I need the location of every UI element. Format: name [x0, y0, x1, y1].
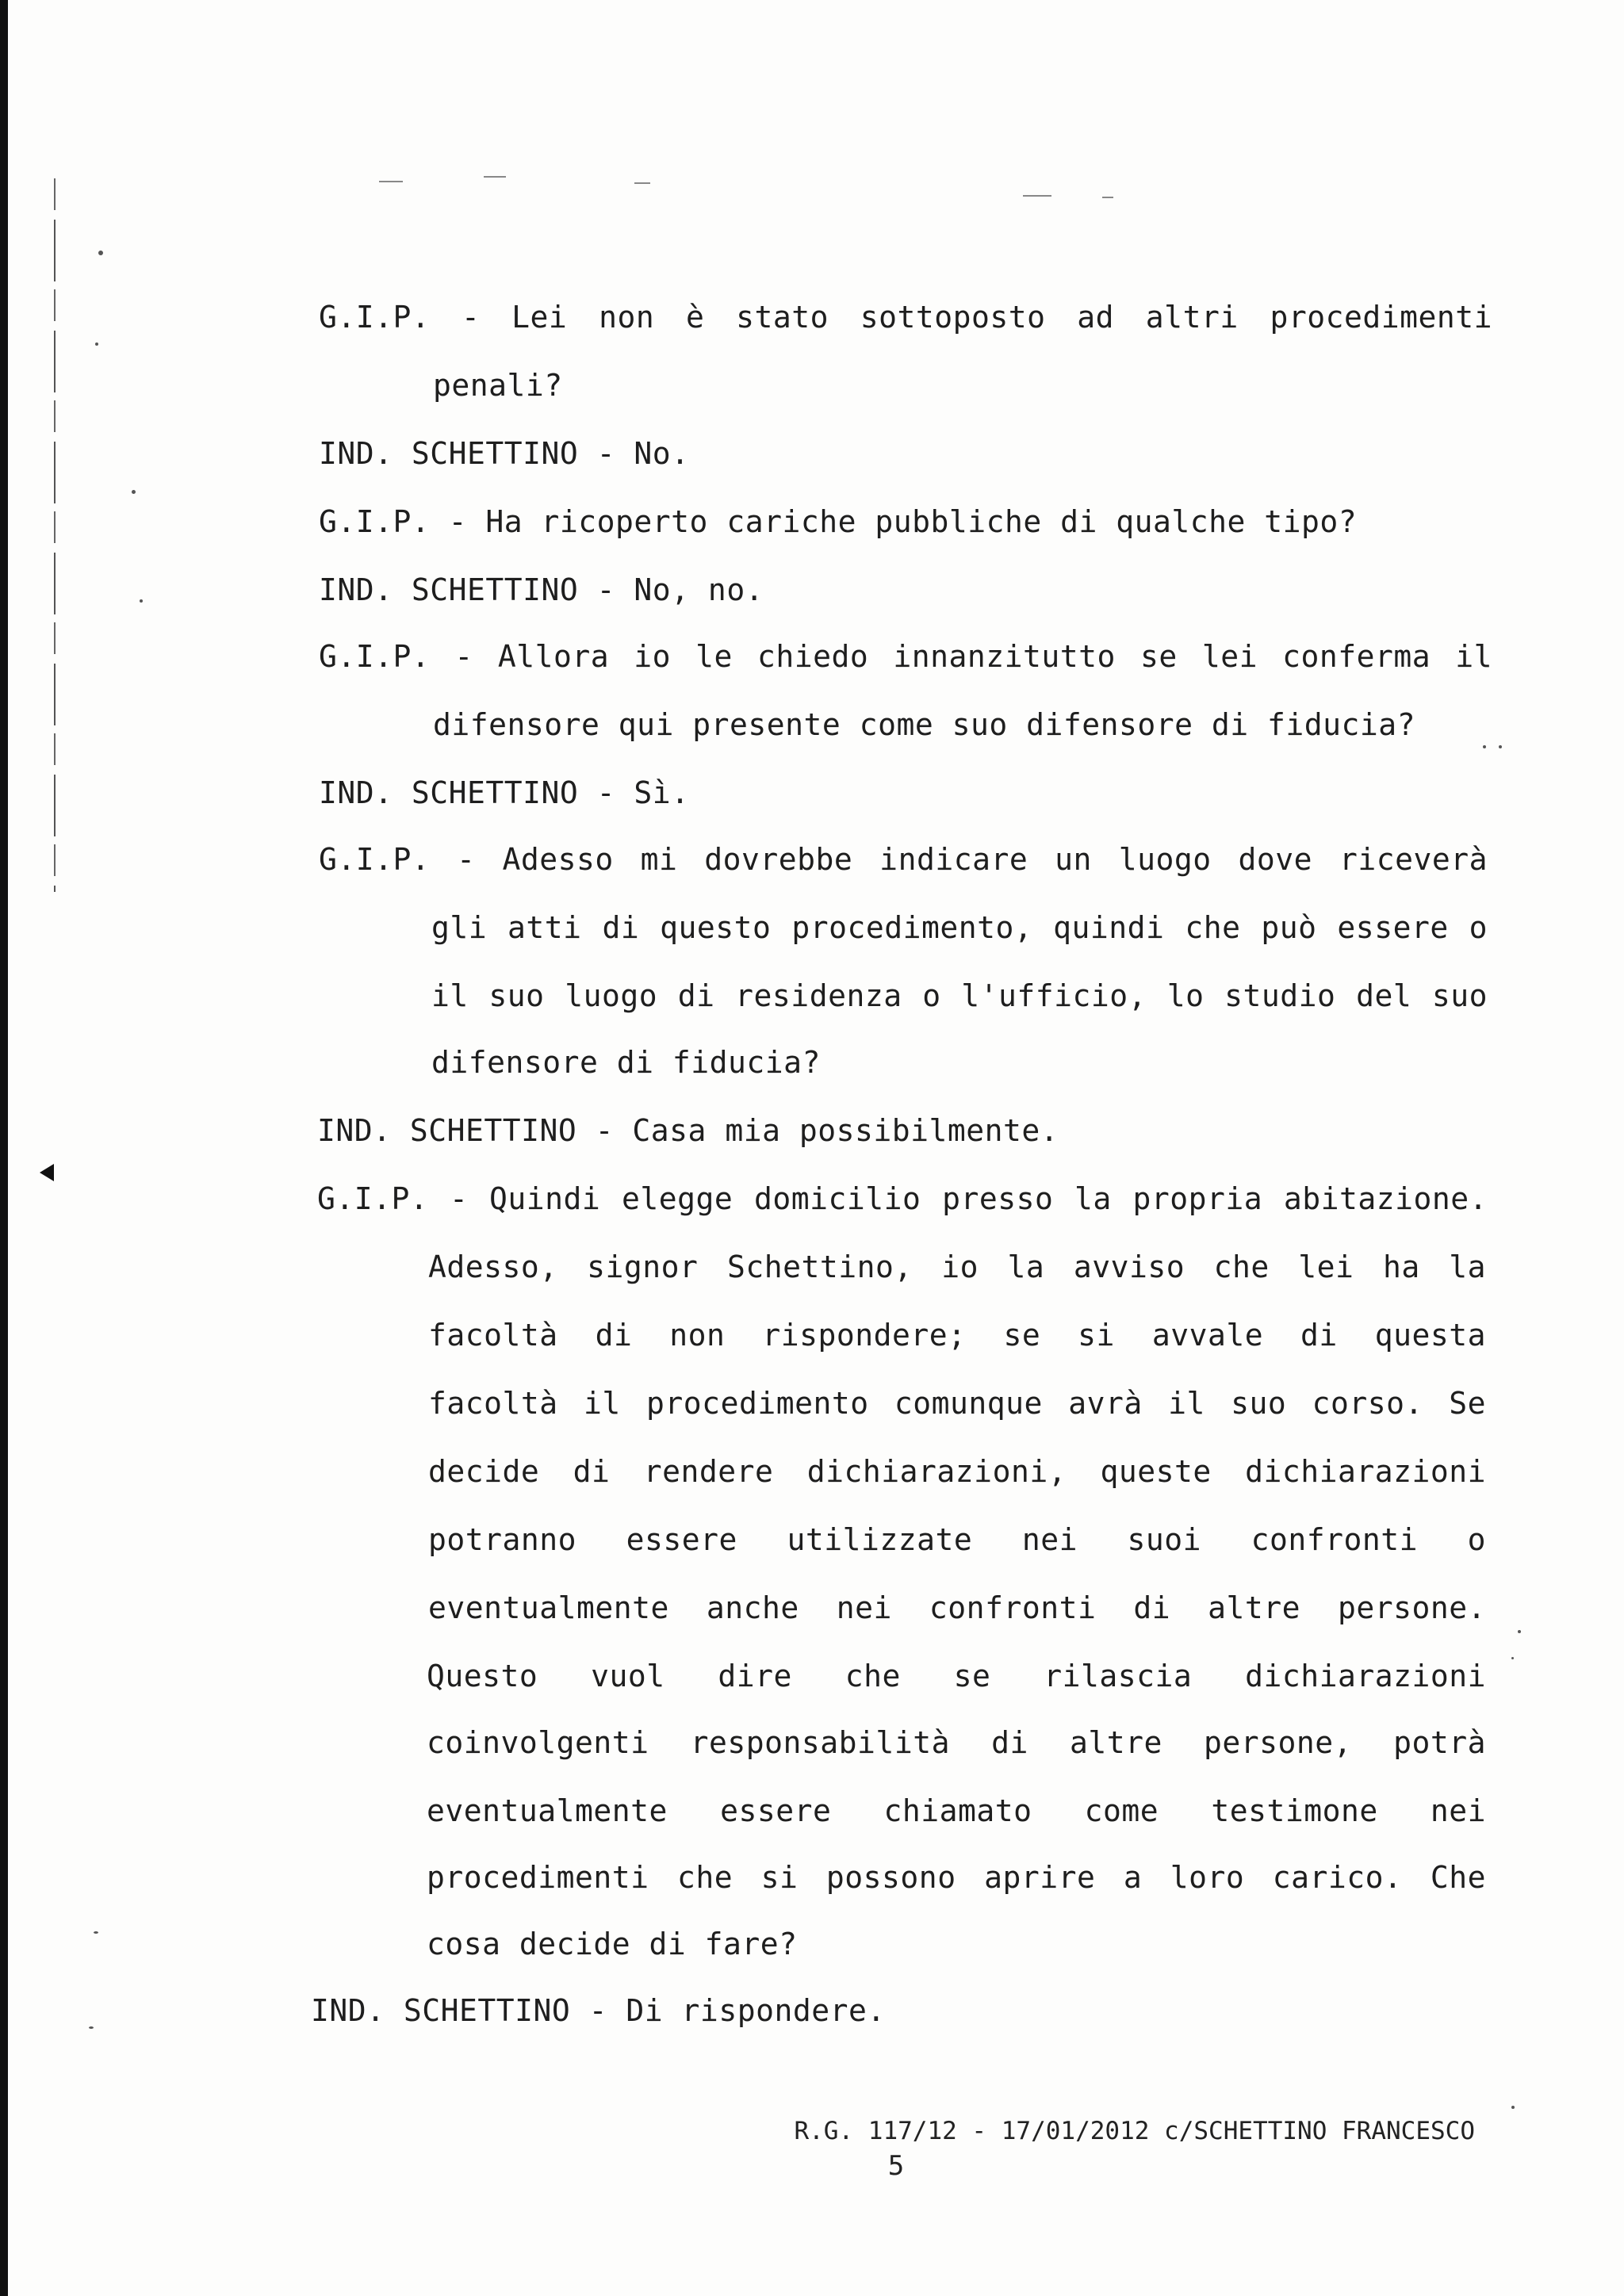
transcript-line: cosa decide di fare?	[427, 1927, 798, 1961]
transcript-line: G.I.P. - Adesso mi dovrebbe indicare un luogo dove riceverà	[319, 842, 1488, 877]
transcript-line: facoltà il procedimento comunque avrà il suo corso. Se	[428, 1386, 1486, 1421]
transcript-line: Questo vuol dire che se rilascia dichiarazioni	[427, 1659, 1486, 1693]
transcript-line: eventualmente essere chiamato come testimone nei	[427, 1793, 1486, 1828]
page-number: 5	[887, 2150, 905, 2182]
transcript-line: coinvolgenti responsabilità di altre persone, potrà	[427, 1725, 1486, 1760]
transcript-line: penali?	[433, 368, 563, 403]
transcript-line: difensore qui presente come suo difensore di fiducia?	[433, 707, 1416, 742]
transcript-line: G.I.P. - Lei non è stato sottoposto ad altri procedimenti	[319, 300, 1492, 335]
transcript-line: decide di rendere dichiarazioni, queste dichiarazioni	[428, 1454, 1486, 1489]
transcript-line: IND. SCHETTINO - Casa mia possibilmente.	[317, 1113, 1059, 1148]
transcript-line: facoltà di non rispondere; se si avvale di questa	[428, 1318, 1486, 1353]
transcript-line: potranno essere utilizzate nei suoi confronti o	[428, 1522, 1486, 1557]
transcript-line: G.I.P. - Quindi elegge domicilio presso la propria abitazione.	[317, 1181, 1488, 1216]
case-reference: R.G. 117/12 - 17/01/2012 c/SCHETTINO FRANCESCO	[794, 2117, 1475, 2145]
transcript-line: G.I.P. - Allora io le chiedo innanzitutto se lei conferma il	[319, 639, 1492, 674]
transcript-line: procedimenti che si possono aprire a loro carico. Che	[427, 1860, 1486, 1895]
transcript-line: G.I.P. - Ha ricoperto cariche pubbliche di qualche tipo?	[319, 504, 1358, 539]
transcript-line: difensore di fiducia?	[431, 1045, 821, 1080]
transcript-line: IND. SCHETTINO - Sì.	[319, 775, 690, 810]
transcript-line: IND. SCHETTINO - Di rispondere.	[311, 1993, 886, 2028]
transcript-line: eventualmente anche nei confronti di altre persone.	[428, 1590, 1486, 1625]
transcript-line: IND. SCHETTINO - No, no.	[319, 572, 764, 607]
transcript-line: Adesso, signor Schettino, io la avviso che lei ha la	[428, 1249, 1486, 1284]
transcript-line: il suo luogo di residenza o l'ufficio, lo studio del suo	[431, 978, 1488, 1013]
transcript-line: gli atti di questo procedimento, quindi che può essere o	[431, 910, 1488, 945]
transcript-line: IND. SCHETTINO - No.	[319, 436, 690, 471]
